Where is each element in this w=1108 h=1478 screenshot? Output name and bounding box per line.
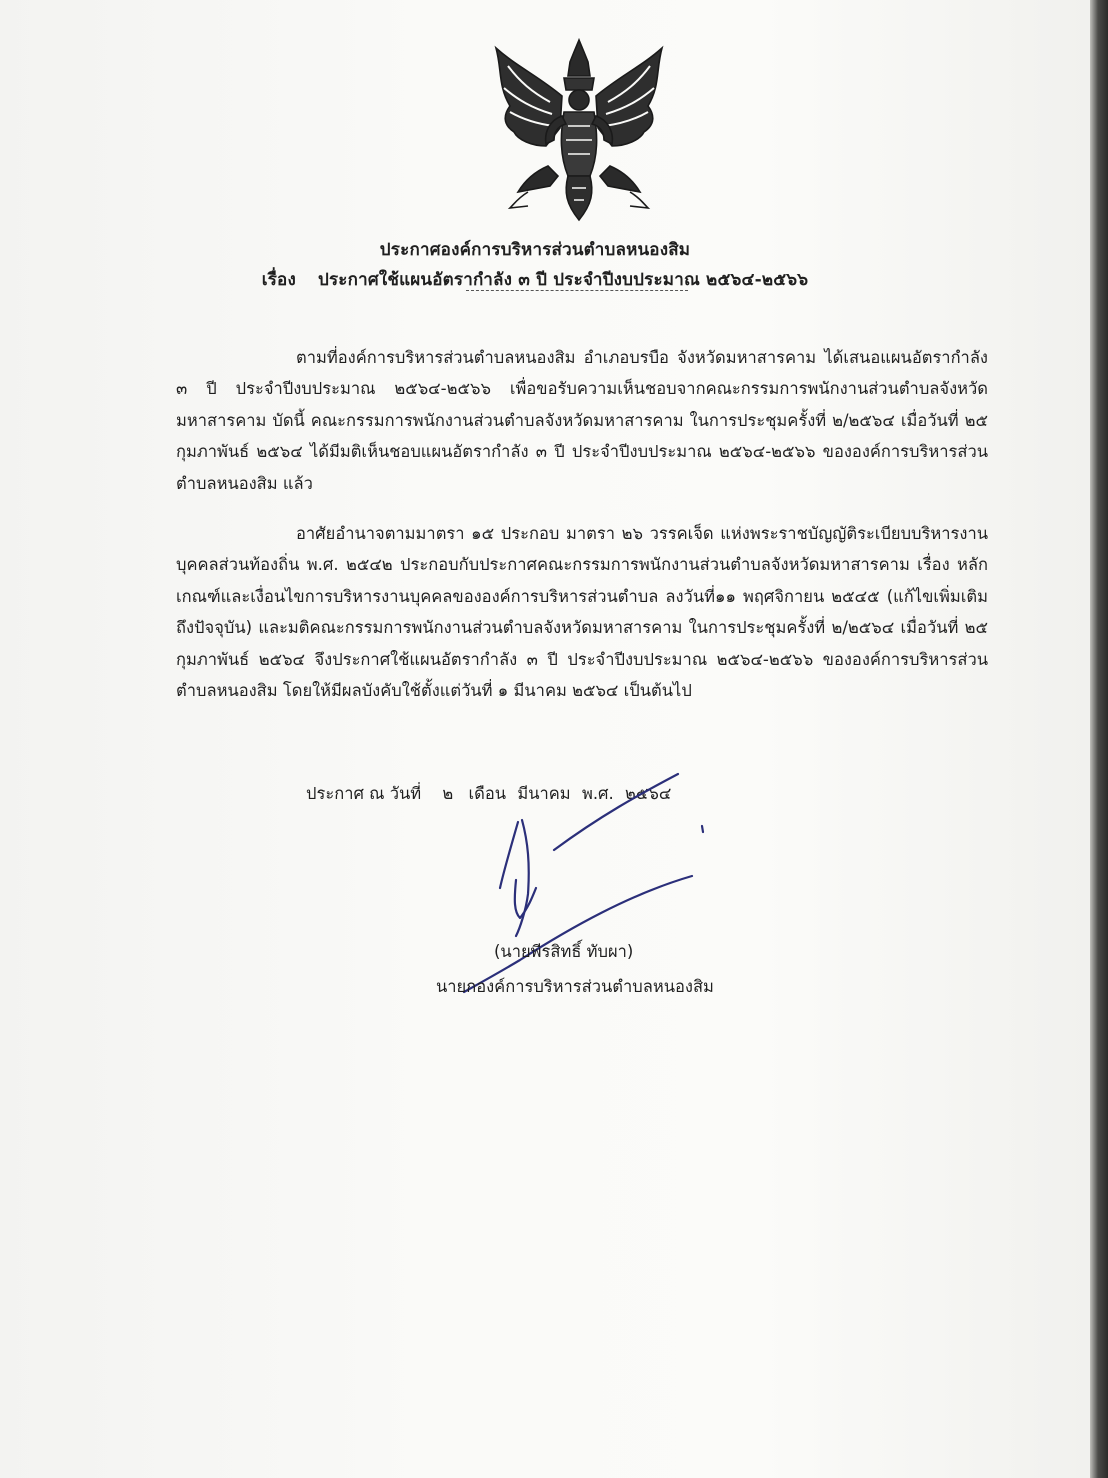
date-year: ๒๕๖๔ (625, 784, 672, 803)
date-month: มีนาคม (517, 784, 571, 803)
body-paragraph-1 (176, 342, 988, 499)
announcement-issuer: ประกาศองค์การบริหารส่วนตำบลหนองสิม (379, 240, 691, 260)
paragraph-2-text: อาศัยอำนาจตามมาตรา ๑๕ ประกอบ มาตรา ๒๖ วรรคเจ็ด แห่งพระราชบัญญัติระเบียบบริหารงานบุคคลส่วนท้องถิ่น พ.ศ. ๒๕๔๒ ประกอบกับประกาศคณะกรรมการพนักงานส่วนตำบลจังหวัดมหาสารคาม เรื่อง หลักเกณฑ์และเงื่อนไขการบริหารงานบุคคลขององค์การบริหารส่วนตำบล ลงวันที่๑๑ พฤศจิกายน ๒๕๔๕ (แก้ไขเพิ่มเติมถึงปัจจุบัน) และมติคณะกรรมการพนักงานส่วนตำบลจังหวัดมหาสารคาม ในการประชุมครั้งที่ ๒/๒๕๖๔ เมื่อวันที่ ๒๕ กุมภาพันธ์ ๒๕๖๔ จึงประกาศใช้แผนอัตรากำลัง ๓ ปี ประจำปีงบประมาณ ๒๕๖๔-๒๕๖๖ ขององค์การบริหารส่วนตำบลหนองสิม โดยให้มีผลบังคับใช้ตั้งแต่วันที่ ๑ มีนาคม ๒๕๖๔ เป็นต้นไป (176, 524, 988, 701)
date-prefix: ประกาศ ณ วันที่ (306, 784, 422, 803)
date-year-label: พ.ศ. (581, 784, 614, 803)
garuda-emblem-icon (488, 36, 670, 222)
paragraph-1-text: ตามที่องค์การบริหารส่วนตำบลหนองสิม อำเภอบรบือ จังหวัดมหาสารคาม ได้เสนอแผนอัตรากำลัง ๓ ปี ประจำปีงบประมาณ ๒๕๖๔-๒๕๖๖ เพื่อขอรับความเห็นชอบจากคณะกรรมการพนักงานส่วนตำบลจังหวัดมหาสารคาม บัดนี้ คณะกรรมการพนักงานส่วนตำบลจังหวัดมหาสารคาม ในการประชุมครั้งที่ ๒/๒๕๖๔ เมื่อวันที่ ๒๕ กุมภาพันธ์ ๒๕๖๔ ได้มีมติเห็นชอบแผนอัตรากำลัง ๓ ปี ประจำปีงบประมาณ ๒๕๖๔-๒๕๖๖ ขององค์การบริหารส่วนตำบลหนองสิม แล้ว (176, 348, 988, 493)
subject-text: ประกาศใช้แผนอัตรากำลัง ๓ ปี ประจำปีงบประมาณ ๒๕๖๔-๒๕๖๖ (317, 270, 809, 290)
title-divider (466, 290, 688, 291)
signer-title: นายกองค์การบริหารส่วนตำบลหนองสิม (436, 977, 714, 996)
subject-label: เรื่อง (261, 270, 296, 290)
page-edge-shadow (1090, 0, 1108, 1478)
date-month-label: เดือน (468, 784, 507, 803)
date-day: ๒ (442, 784, 454, 803)
announcement-subject-line (0, 266, 1080, 293)
signer-name: (นายพีรสิทธิ์ ทับผา) (494, 942, 634, 961)
body-paragraph-2 (176, 518, 988, 706)
